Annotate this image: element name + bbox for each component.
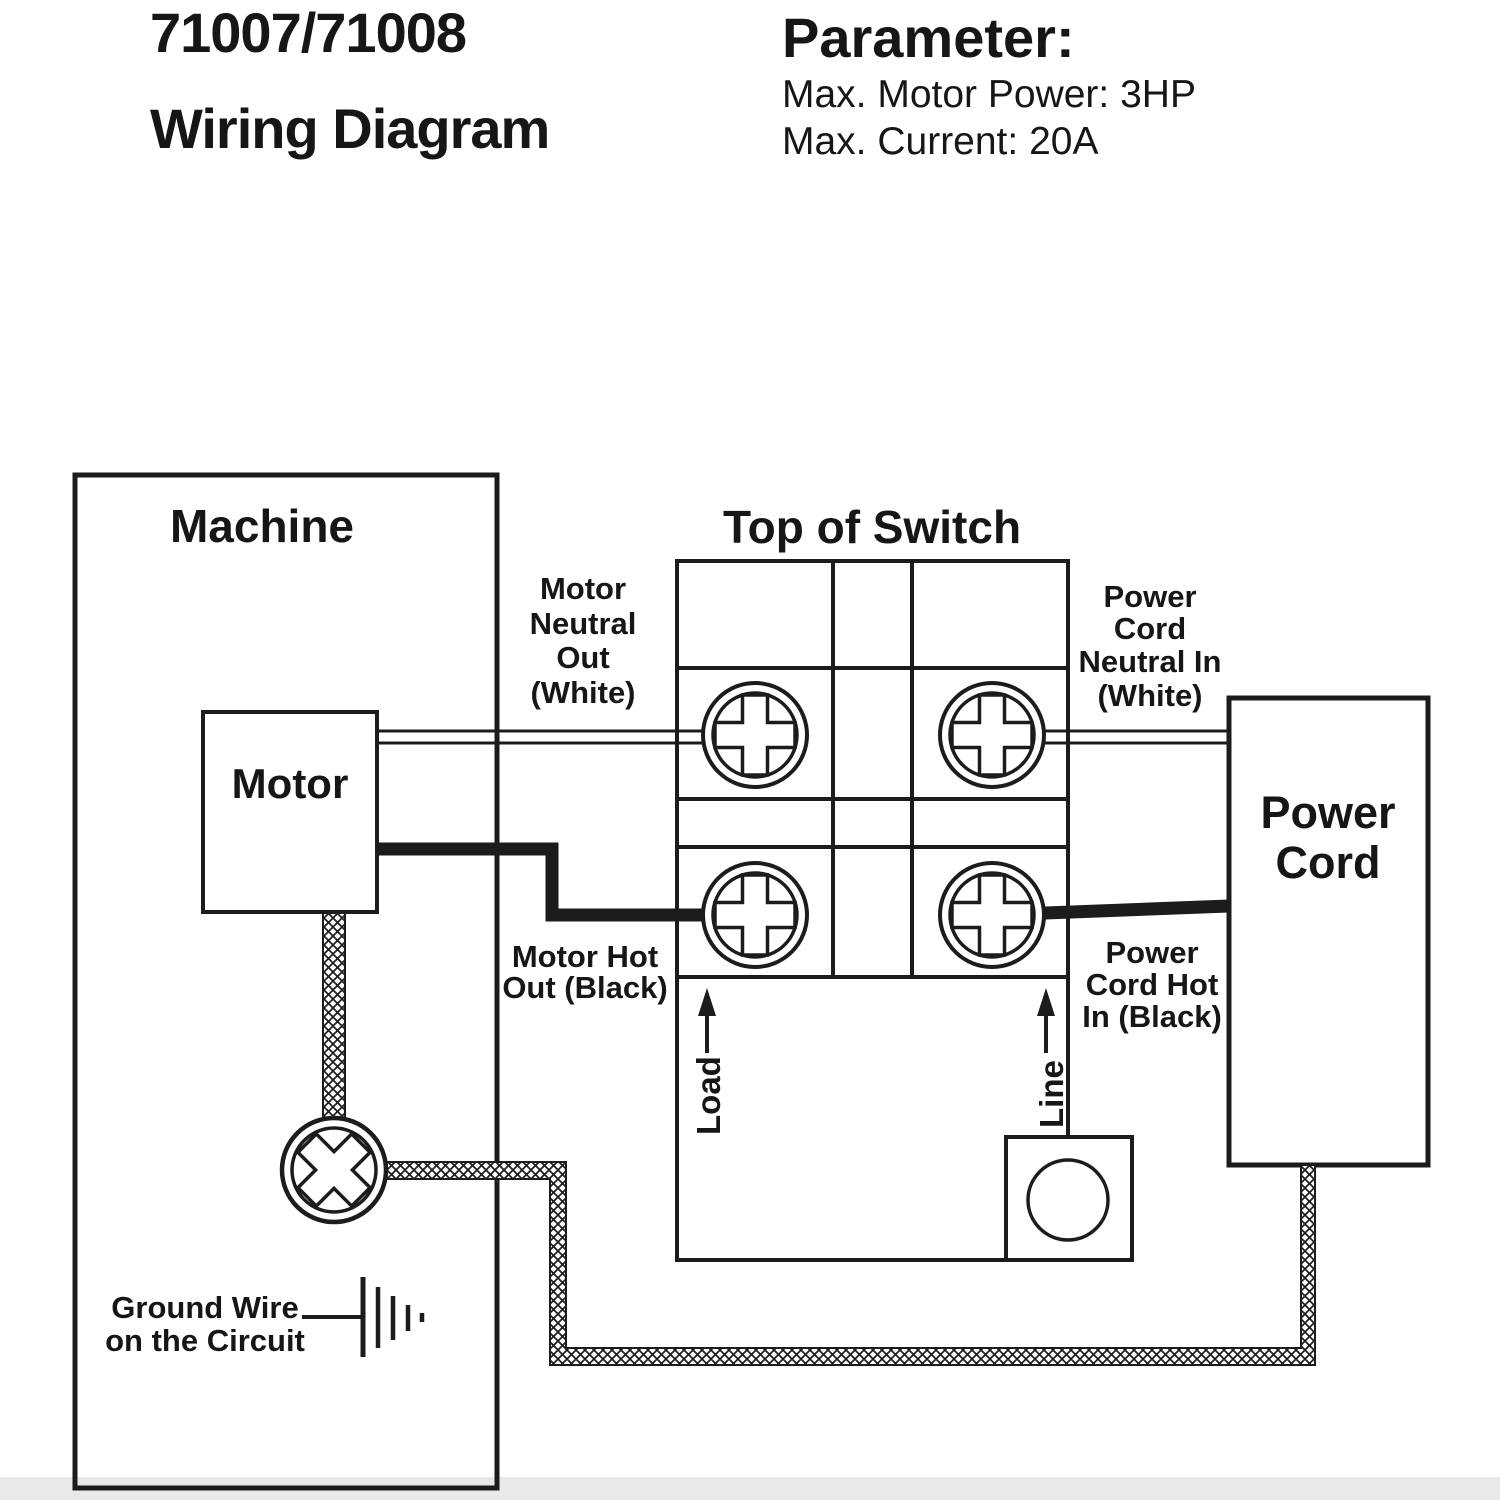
machine-label: Machine	[169, 500, 355, 552]
parameter-heading: Parameter:	[782, 6, 1075, 69]
motor-label: Motor	[231, 760, 349, 807]
svg-text:In (Black): In (Black)	[1082, 999, 1222, 1034]
switch-title: Top of Switch	[722, 501, 1022, 553]
motor-box	[203, 712, 377, 912]
ground-wire-label	[105, 1290, 305, 1358]
parameter-max-power: Max. Motor Power: 3HP	[782, 73, 1196, 116]
svg-text:Motor: Motor	[539, 571, 627, 606]
svg-text:on the Circuit: on the Circuit	[105, 1323, 305, 1358]
screw-terminal-motor-hot	[703, 863, 807, 967]
ground-junction	[280, 1116, 387, 1223]
svg-text:Cord Hot: Cord Hot	[1085, 967, 1219, 1002]
svg-text:(White): (White)	[530, 675, 636, 710]
parameter-max-current: Max. Current: 20A	[782, 120, 1099, 163]
page-title-line1: 71007/71008	[150, 1, 467, 64]
power-cord-label	[1260, 787, 1395, 888]
screw-terminal-motor-neutral	[703, 683, 807, 787]
svg-text:Power: Power	[1260, 787, 1396, 838]
motor-hot-label	[502, 939, 667, 1005]
svg-text:Power: Power	[1103, 579, 1197, 614]
svg-text:Out: Out	[556, 640, 610, 675]
load-label: Load	[690, 1056, 727, 1135]
svg-text:Power: Power	[1105, 935, 1199, 970]
svg-text:(White): (White)	[1097, 678, 1203, 713]
svg-text:Neutral: Neutral	[529, 606, 637, 641]
svg-text:Cord: Cord	[1275, 837, 1381, 888]
motor-neutral-label	[530, 571, 637, 710]
svg-text:Out (Black): Out (Black)	[502, 970, 668, 1005]
screw-terminal-powercord-hot	[940, 863, 1044, 967]
power-cord-box	[1229, 698, 1428, 1165]
svg-text:Cord: Cord	[1113, 611, 1187, 646]
svg-text:Neutral In: Neutral In	[1078, 644, 1222, 679]
switch-actuator-box	[1006, 1137, 1132, 1260]
screw-terminal-powercord-neutral	[940, 683, 1044, 787]
svg-text:Ground Wire: Ground Wire	[111, 1290, 299, 1325]
svg-text:Motor Hot: Motor Hot	[511, 939, 659, 974]
actuator-button	[1028, 1160, 1108, 1240]
ground-wire-motor-stub	[323, 912, 345, 1122]
line-label: Line	[1033, 1060, 1070, 1128]
page-title-line2: Wiring Diagram	[150, 97, 550, 160]
